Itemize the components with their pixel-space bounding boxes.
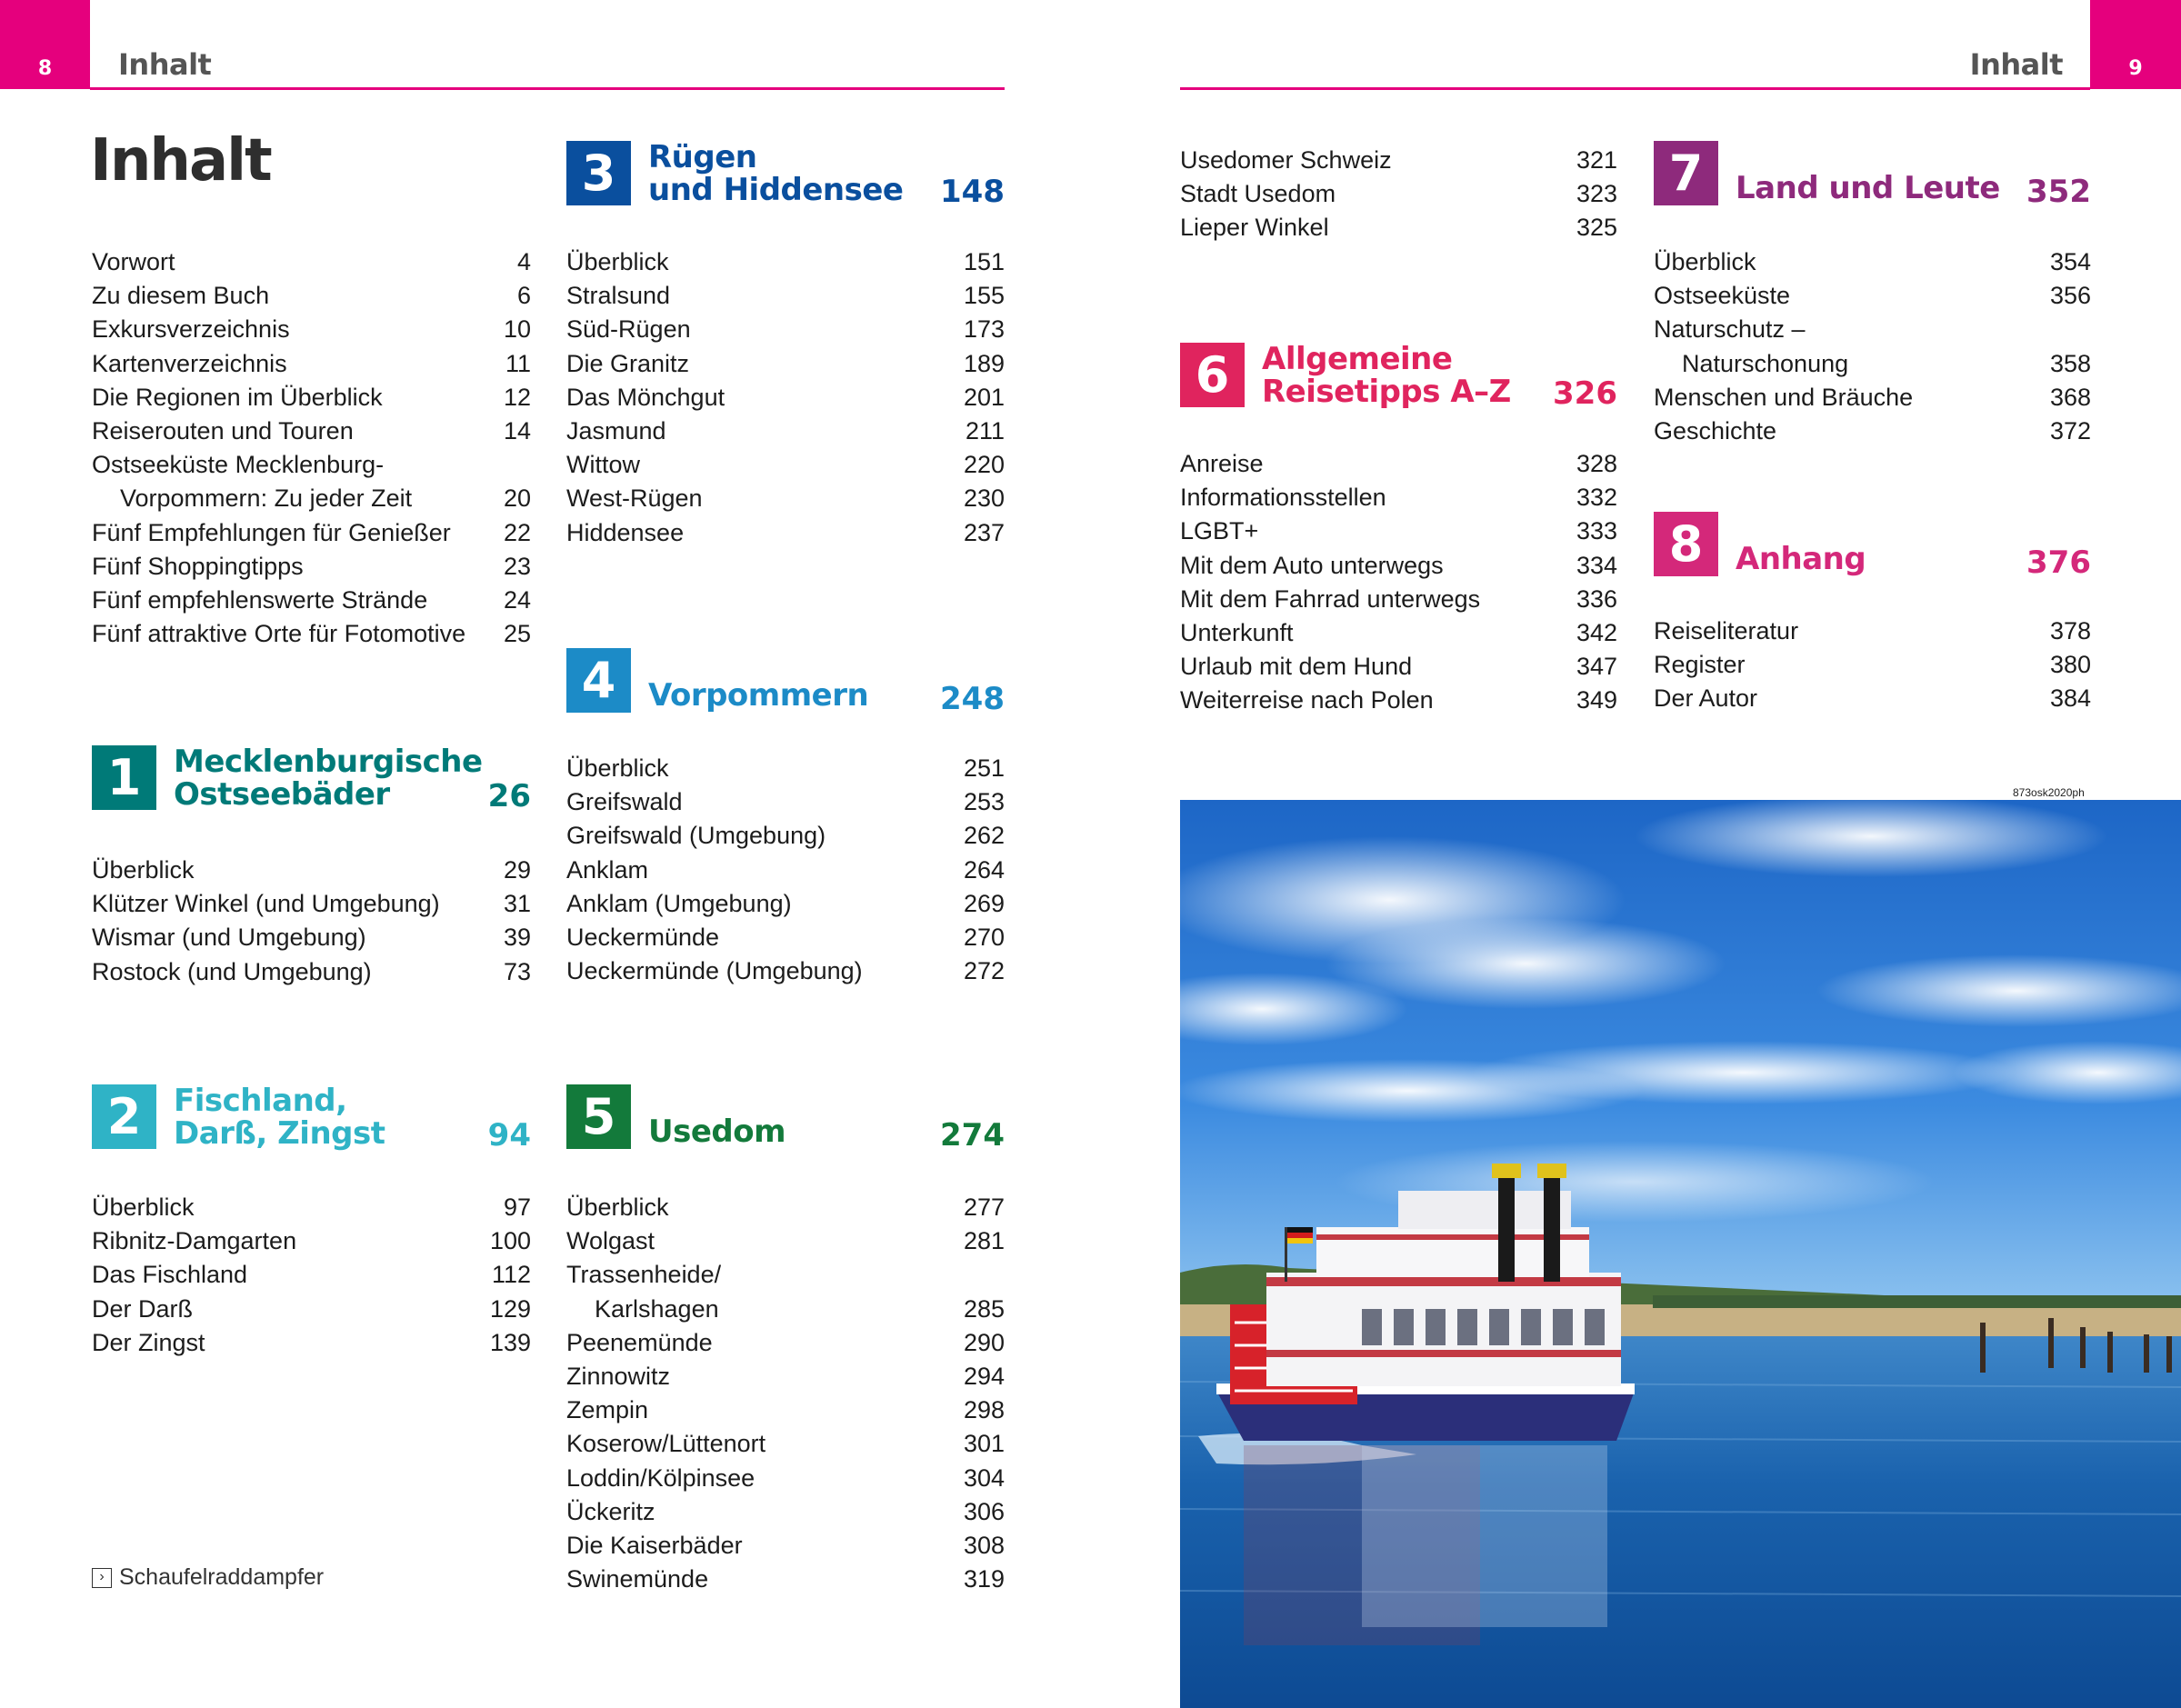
toc-entry[interactable]: [566, 785, 1005, 819]
toc-entry[interactable]: [566, 448, 1005, 482]
toc-entry[interactable]: [1180, 481, 1617, 514]
toc-entry-title: Ostseeküste Mecklenburg-: [92, 451, 385, 479]
chapter-page-number: 376: [2026, 544, 2091, 581]
toc-entry-title: Menschen und Bräuche: [1654, 383, 1914, 411]
toc-entry-page: 262: [963, 822, 1005, 850]
chapter-title-line1: Land und Leute: [1736, 170, 2000, 206]
right-running-header: Inhalt: [1969, 47, 2063, 82]
chapter-5-toc-list: [566, 1191, 1005, 1596]
toc-entry-page: 173: [963, 315, 1005, 344]
toc-entry-title: Zinnowitz: [566, 1362, 671, 1390]
toc-entry[interactable]: [92, 516, 531, 550]
toc-entry-page: 349: [1576, 686, 1617, 714]
toc-entry[interactable]: [566, 1563, 1005, 1596]
toc-entry-page: 24: [503, 585, 531, 614]
chapter-title-line1: Fischland,: [174, 1083, 347, 1119]
toc-entry-page: 29: [503, 856, 531, 884]
toc-entry-page: 323: [1576, 180, 1617, 208]
toc-entry-page: 12: [503, 383, 531, 411]
toc-entry-title: Fünf Empfehlungen für Genießer: [92, 518, 451, 546]
chapter-heading-5[interactable]: [566, 1084, 1005, 1154]
chapter-7-toc-list: [1654, 245, 2091, 448]
chapter-number-box: 5: [566, 1084, 631, 1149]
chapter-title-line1: Rügen: [648, 139, 757, 175]
toc-entry-page: 151: [963, 248, 1005, 275]
photo-caption-text: Schaufelraddampfer: [119, 1564, 325, 1590]
toc-entry-page: 189: [963, 349, 1005, 377]
chapter-heading-6[interactable]: [1180, 341, 1617, 412]
chapter-title-line2: Reisetipps A–Z: [1262, 374, 1511, 410]
photo-credit: 873osk2020ph: [2013, 786, 2085, 799]
toc-entry-page: 306: [963, 1497, 1005, 1525]
toc-entry-page: 321: [1576, 146, 1617, 174]
toc-entry[interactable]: [566, 1326, 1005, 1360]
toc-entry[interactable]: [1180, 514, 1617, 548]
toc-entry[interactable]: [566, 1495, 1005, 1529]
toc-entry-page: 220: [963, 451, 1005, 479]
toc-entry-page: 356: [2049, 282, 2091, 310]
toc-entry-title: Die Granitz: [566, 349, 690, 377]
toc-entry-title: Mit dem Fahrrad unterwegs: [1180, 584, 1481, 613]
toc-entry-title: Exkursverzeichnis: [92, 315, 290, 344]
toc-entry-title: Das Mönchgut: [566, 383, 725, 411]
toc-entry-page: 342: [1576, 618, 1617, 646]
toc-entry-title: Rostock (und Umgebung): [92, 957, 372, 985]
toc-entry-page: 298: [963, 1396, 1005, 1424]
caption-arrow-icon: ›: [92, 1568, 112, 1588]
chapter-title-line1: Mecklenburgische: [174, 744, 483, 780]
toc-entry[interactable]: [1654, 648, 2091, 682]
toc-entry[interactable]: [1180, 447, 1617, 481]
toc-entry-page: 10: [503, 315, 531, 344]
toc-entry-page: 354: [2049, 248, 2091, 275]
chapter-title: [648, 141, 904, 206]
toc-entry-title: Überblick: [92, 856, 195, 884]
photo-caption: [92, 1564, 324, 1591]
toc-entry-page: 384: [2049, 684, 2091, 713]
toc-entry-title: Ribnitz-Damgarten: [92, 1227, 297, 1255]
chapter-page-number: 274: [940, 1117, 1005, 1154]
chapter-number-box: 8: [1654, 512, 1718, 576]
toc-entry-page: 372: [2049, 416, 2091, 444]
toc-entry-page: 285: [963, 1294, 1005, 1323]
toc-entry-page: 251: [963, 754, 1005, 782]
toc-entry-page: 100: [489, 1227, 531, 1255]
chapter-page-number: 148: [940, 174, 1005, 210]
toc-entry-title: Swinemünde: [566, 1565, 709, 1593]
chapter-page-number: 352: [2026, 174, 2091, 210]
toc-entry[interactable]: [566, 1224, 1005, 1258]
toc-entry[interactable]: [566, 854, 1005, 887]
toc-entry-title: Überblick: [1654, 248, 1756, 275]
toc-entry-page: 290: [963, 1328, 1005, 1356]
toc-entry-title: Zu diesem Buch: [92, 282, 270, 310]
toc-entry-page: 14: [503, 416, 531, 444]
toc-entry[interactable]: [92, 415, 531, 448]
right-page-number: 9: [2090, 0, 2181, 89]
toc-entry-title: Ueckermünde: [566, 923, 720, 951]
toc-entry[interactable]: [1654, 682, 2091, 715]
toc-entry-page: 308: [963, 1531, 1005, 1559]
toc-entry[interactable]: [92, 381, 531, 415]
toc-entry[interactable]: [92, 1258, 531, 1292]
toc-entry-page: 155: [963, 282, 1005, 310]
chapter-number-box: 4: [566, 648, 631, 713]
toc-entry[interactable]: [92, 245, 531, 279]
toc-entry-page: 22: [503, 518, 531, 546]
toc-entry-page: 4: [516, 248, 531, 275]
toc-entry-page: 294: [963, 1362, 1005, 1390]
toc-entry-title: Stadt Usedom: [1180, 180, 1336, 208]
chapter-2-toc-list: [92, 1191, 531, 1360]
chapter-6-toc-list: [1180, 447, 1617, 718]
toc-entry-title: Koserow/Lüttenort: [566, 1430, 766, 1458]
toc-entry[interactable]: [1180, 144, 1617, 177]
toc-entry-title: Ostseeküste: [1654, 282, 1791, 310]
toc-entry[interactable]: [1180, 684, 1617, 717]
toc-entry[interactable]: [566, 752, 1005, 785]
toc-entry[interactable]: [1180, 177, 1617, 211]
toc-entry-title: Süd-Rügen: [566, 315, 691, 344]
toc-entry[interactable]: [566, 415, 1005, 448]
chapter-heading-3[interactable]: [566, 139, 1005, 210]
chapter-page-number: 326: [1553, 375, 1617, 412]
toc-entry-page: 6: [516, 282, 531, 310]
toc-entry-title: Reiserouten und Touren: [92, 416, 354, 444]
chapter-5-toc-continued: [1180, 144, 1617, 245]
toc-entry-title: Peenemünde: [566, 1328, 713, 1356]
toc-entry[interactable]: [566, 1258, 1005, 1292]
toc-entry-title: Kartenverzeichnis: [92, 349, 287, 377]
left-page-number: 8: [0, 0, 90, 89]
toc-entry[interactable]: [92, 1224, 531, 1258]
toc-entry-title: Der Darß: [92, 1294, 194, 1323]
toc-entry[interactable]: [1654, 245, 2091, 279]
toc-entry-title: Ückeritz: [566, 1497, 655, 1525]
toc-entry-page: 270: [963, 923, 1005, 951]
chapter-number-box: 1: [92, 745, 156, 810]
toc-entry-title: Naturschutz –: [1654, 315, 1806, 344]
toc-entry[interactable]: [566, 819, 1005, 853]
toc-entry-page: 333: [1576, 517, 1617, 545]
toc-entry[interactable]: [92, 955, 531, 989]
toc-entry[interactable]: [92, 1326, 531, 1360]
toc-entry[interactable]: [566, 921, 1005, 954]
toc-entry[interactable]: [566, 887, 1005, 921]
toc-entry-title: Register: [1654, 651, 1746, 679]
toc-entry-page: 319: [963, 1565, 1005, 1593]
chapter-title-line1: Anhang: [1736, 541, 1866, 577]
toc-entry-title: Trassenheide/: [566, 1261, 722, 1289]
toc-entry-title: Informationsstellen: [1180, 484, 1386, 512]
chapter-title-line1: Allgemeine: [1262, 341, 1453, 377]
toc-entry-title: Unterkunft: [1180, 618, 1294, 646]
chapter-title: [174, 745, 483, 811]
toc-entry-page: 112: [491, 1261, 531, 1289]
chapter-heading-2[interactable]: [92, 1083, 531, 1154]
chapter-number-box: 6: [1180, 343, 1245, 407]
toc-entry-page: 264: [963, 855, 1005, 884]
chapter-8-toc-list: [1654, 614, 2091, 716]
toc-entry-page: 97: [503, 1194, 531, 1221]
toc-entry-page: 31: [503, 890, 531, 918]
chapter-title-line2: und Hiddensee: [648, 172, 904, 208]
chapter-heading-8[interactable]: [1654, 512, 2091, 581]
toc-entry-page: 368: [2049, 383, 2091, 411]
toc-entry[interactable]: [1180, 211, 1617, 245]
chapter-title: [174, 1084, 385, 1150]
toc-entry[interactable]: [566, 1462, 1005, 1495]
toc-entry[interactable]: [566, 1393, 1005, 1427]
toc-entry-title: Jasmund: [566, 416, 666, 444]
toc-entry[interactable]: [92, 887, 531, 921]
toc-entry-title: LGBT+: [1180, 517, 1259, 545]
toc-entry[interactable]: [92, 617, 531, 651]
toc-entry-title: Vorwort: [92, 248, 175, 275]
toc-entry-page: 334: [1576, 551, 1617, 579]
toc-entry[interactable]: [1654, 415, 2091, 448]
toc-entry[interactable]: [1654, 313, 2091, 346]
toc-entry-title: Geschichte: [1654, 416, 1777, 444]
toc-entry-page: 332: [1576, 484, 1617, 512]
chapter-page-number: 26: [487, 778, 531, 814]
chapter-number-box: 7: [1654, 141, 1718, 205]
toc-entry-title: Reiseliteratur: [1654, 617, 1799, 644]
toc-entry-title: Anklam (Umgebung): [566, 889, 792, 917]
toc-entry-page: 20: [503, 484, 531, 513]
left-header-rule: [90, 87, 1005, 90]
toc-entry[interactable]: [566, 1529, 1005, 1563]
toc-entry-title: Lieper Winkel: [1180, 214, 1329, 242]
toc-entry[interactable]: [92, 921, 531, 954]
right-header-rule: [1180, 87, 2090, 90]
toc-entry[interactable]: [92, 347, 531, 381]
toc-entry-title: Anreise: [1180, 450, 1264, 477]
toc-entry[interactable]: [566, 1293, 1005, 1326]
toc-entry[interactable]: [1180, 549, 1617, 583]
toc-entry[interactable]: [92, 584, 531, 617]
intro-toc-list: [92, 245, 531, 651]
toc-entry-title: Weiterreise nach Polen: [1180, 686, 1434, 714]
toc-entry-page: 253: [963, 788, 1005, 816]
toc-entry-title: Der Zingst: [92, 1328, 205, 1356]
toc-entry-title: Fünf attraktive Orte für Fotomotive: [92, 620, 466, 648]
toc-entry[interactable]: [566, 954, 1005, 988]
toc-entry-page: 336: [1576, 584, 1617, 613]
toc-entry-title: Loddin/Kölpinsee: [566, 1463, 755, 1492]
toc-entry[interactable]: [566, 381, 1005, 415]
toc-entry-title: Hiddensee: [566, 518, 685, 546]
toc-entry[interactable]: [566, 1360, 1005, 1393]
toc-entry-page: 277: [963, 1194, 1005, 1221]
chapter-heading-1[interactable]: [92, 744, 531, 814]
chapter-3-toc-list: [566, 245, 1005, 550]
toc-entry-title: Wittow: [566, 451, 640, 479]
chapter-number-box: 2: [92, 1084, 156, 1149]
toc-entry-page: 23: [503, 552, 531, 580]
toc-entry-title: Naturschonung: [1682, 349, 1849, 377]
toc-entry[interactable]: [1654, 614, 2091, 648]
toc-entry-title: Stralsund: [566, 282, 671, 310]
chapter-title: [1736, 172, 2000, 205]
toc-entry[interactable]: [1180, 583, 1617, 616]
toc-entry[interactable]: [1654, 381, 2091, 415]
toc-entry-page: 328: [1576, 450, 1617, 477]
toc-entry-title: Greifswald: [566, 788, 683, 816]
chapter-heading-4[interactable]: [566, 648, 1005, 717]
toc-entry[interactable]: [92, 1293, 531, 1326]
toc-entry[interactable]: [566, 347, 1005, 381]
left-running-header: Inhalt: [118, 47, 212, 82]
chapter-number-box: 3: [566, 141, 631, 205]
toc-entry-page: 281: [963, 1227, 1005, 1255]
toc-entry-page: 301: [963, 1430, 1005, 1458]
toc-entry-title: Fünf empfehlenswerte Strände: [92, 585, 428, 614]
toc-entry[interactable]: [92, 550, 531, 584]
toc-entry-title: Klützer Winkel (und Umgebung): [92, 890, 440, 918]
toc-entry[interactable]: [566, 1191, 1005, 1224]
toc-entry-title: Mit dem Auto unterwegs: [1180, 551, 1444, 579]
toc-entry[interactable]: [92, 482, 531, 515]
chapter-title: [1736, 543, 1866, 575]
toc-entry[interactable]: [566, 279, 1005, 313]
toc-entry-title: Die Regionen im Überblick: [92, 383, 383, 411]
toc-entry-page: 378: [2049, 617, 2091, 644]
chapter-4-toc-list: [566, 752, 1005, 988]
toc-entry-page: 211: [965, 416, 1005, 444]
toc-entry-title: West-Rügen: [566, 484, 703, 513]
toc-entry-title: Überblick: [566, 248, 669, 275]
toc-entry[interactable]: [92, 448, 531, 482]
toc-entry[interactable]: [566, 1427, 1005, 1461]
toc-entry-page: 25: [503, 620, 531, 648]
toc-entry-title: Überblick: [92, 1194, 195, 1221]
toc-entry-page: 73: [503, 957, 531, 985]
toc-entry-title: Wolgast: [566, 1227, 655, 1255]
toc-entry[interactable]: [1654, 347, 2091, 381]
toc-entry-page: 325: [1576, 214, 1617, 242]
toc-entry[interactable]: [92, 279, 531, 313]
toc-entry[interactable]: [1180, 650, 1617, 684]
toc-entry-title: Der Autor: [1654, 684, 1758, 713]
chapter-title-line1: Usedom: [648, 1114, 786, 1150]
chapter-1-toc-list: [92, 854, 531, 989]
chapter-title-line2: Darß, Zingst: [174, 1115, 385, 1152]
chapter-title-line1: Vorpommern: [648, 677, 869, 714]
toc-entry-page: 39: [503, 924, 531, 952]
toc-entry-title: Greifswald (Umgebung): [566, 822, 826, 850]
toc-entry-title: Anklam: [566, 855, 649, 884]
toc-entry-page: 380: [2049, 651, 2091, 679]
toc-entry-title: Vorpommern: Zu jeder Zeit: [120, 484, 413, 513]
toc-entry-title: Die Kaiserbäder: [566, 1531, 743, 1559]
toc-entry-page: 304: [963, 1463, 1005, 1492]
toc-entry-page: 347: [1576, 653, 1617, 681]
toc-entry-page: 237: [963, 518, 1005, 546]
toc-entry-page: 358: [2049, 349, 2091, 377]
toc-entry-page: 201: [963, 383, 1005, 411]
toc-entry-title: Ueckermünde (Umgebung): [566, 957, 863, 985]
toc-entry[interactable]: [92, 1191, 531, 1224]
toc-entry-page: 129: [489, 1294, 531, 1323]
toc-entry-title: Urlaub mit dem Hund: [1180, 653, 1413, 681]
chapter-title-line2: Ostseebäder: [174, 776, 390, 813]
toc-entry[interactable]: [92, 313, 531, 346]
chapter-heading-7[interactable]: [1654, 141, 2091, 210]
toc-entry-page: 139: [489, 1328, 531, 1356]
toc-entry[interactable]: [566, 313, 1005, 346]
toc-entry[interactable]: [92, 854, 531, 887]
toc-entry-title: Überblick: [566, 1194, 669, 1221]
toc-entry-title: Das Fischland: [92, 1261, 248, 1289]
toc-entry-page: 11: [505, 349, 531, 377]
chapter-title: [1262, 343, 1511, 408]
toc-entry-page: 230: [963, 484, 1005, 513]
toc-entry[interactable]: [1654, 279, 2091, 313]
chapter-page-number: 94: [487, 1117, 531, 1154]
toc-entry-title: Fünf Shoppingtipps: [92, 552, 304, 580]
toc-entry-title: Überblick: [566, 754, 669, 782]
toc-entry-title: Zempin: [566, 1396, 649, 1424]
toc-entry-title: Wismar (und Umgebung): [92, 924, 366, 952]
chapter-title: [648, 1115, 785, 1148]
chapter-title: [648, 679, 868, 712]
toc-entry-title: Usedomer Schweiz: [1180, 146, 1392, 174]
toc-entry[interactable]: [566, 482, 1005, 515]
toc-entry[interactable]: [566, 245, 1005, 279]
toc-entry-title: Karlshagen: [595, 1294, 719, 1323]
page-title: Inhalt: [90, 127, 271, 195]
chapter-page-number: 248: [940, 681, 1005, 717]
paddle-steamer-photo: [1180, 800, 2181, 1708]
toc-entry[interactable]: [1180, 616, 1617, 650]
toc-entry[interactable]: [566, 516, 1005, 550]
toc-entry-page: 272: [963, 957, 1005, 985]
toc-entry-page: 269: [963, 889, 1005, 917]
